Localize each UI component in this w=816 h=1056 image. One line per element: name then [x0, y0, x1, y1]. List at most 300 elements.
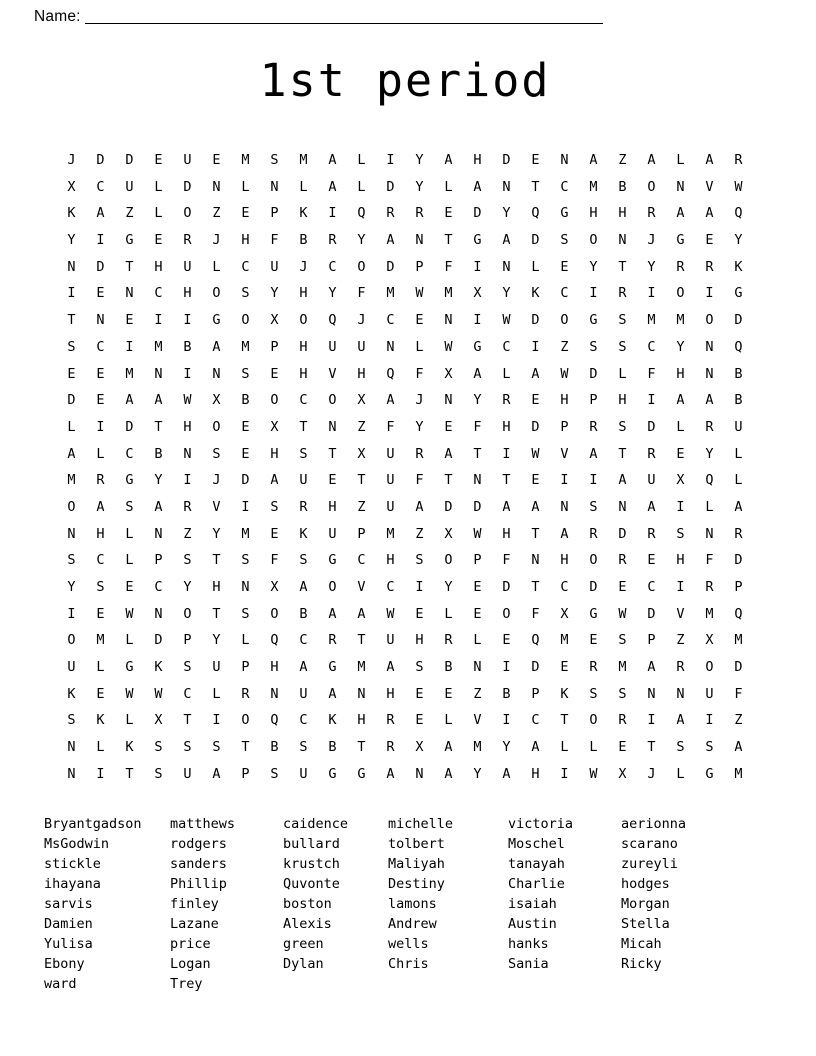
grid-cell: R	[415, 445, 424, 462]
grid-cell: D	[531, 659, 540, 676]
grid-cell: N	[154, 365, 163, 382]
grid-cell: E	[67, 365, 76, 382]
grid-cell: L	[676, 765, 685, 782]
grid-cell: P	[473, 552, 482, 569]
name-label: Name:	[34, 8, 81, 25]
grid-cell: I	[154, 312, 163, 329]
word-list-item: sarvis	[44, 895, 93, 912]
grid-cell: E	[589, 632, 598, 649]
grid-cell: T	[531, 178, 540, 195]
grid-cell: N	[96, 312, 105, 329]
grid-cell: L	[676, 418, 685, 435]
grid-cell: A	[502, 498, 511, 515]
grid-cell: I	[560, 765, 569, 782]
grid-cell: Q	[357, 205, 366, 222]
grid-cell: C	[386, 312, 395, 329]
grid-cell: H	[618, 392, 627, 409]
grid-cell: G	[705, 765, 714, 782]
grid-cell: Q	[734, 338, 743, 355]
grid-row	[57, 467, 753, 494]
grid-cell: N	[618, 498, 627, 515]
grid-cell: E	[125, 312, 134, 329]
word-list-item: lamons	[388, 895, 437, 912]
grid-cell: H	[415, 632, 424, 649]
grid-cell: E	[473, 605, 482, 622]
grid-cell: Z	[676, 632, 685, 649]
grid-cell: Y	[676, 338, 685, 355]
grid-cell: P	[560, 418, 569, 435]
grid-cell: D	[386, 178, 395, 195]
grid-cell: J	[212, 232, 221, 249]
grid-cell: M	[444, 285, 453, 302]
word-list-item: Ebony	[44, 955, 85, 972]
grid-cell: V	[473, 712, 482, 729]
word-list-item: boston	[283, 895, 332, 912]
name-row	[34, 8, 776, 26]
grid-cell: C	[647, 338, 656, 355]
grid-cell: X	[705, 632, 714, 649]
grid-cell: O	[676, 285, 685, 302]
grid-cell: F	[415, 365, 424, 382]
grid-cell: W	[444, 338, 453, 355]
grid-cell: S	[676, 739, 685, 756]
grid-cell: N	[502, 178, 511, 195]
grid-cell: A	[647, 659, 656, 676]
grid-cell: E	[618, 739, 627, 756]
grid-cell: G	[328, 659, 337, 676]
word-list-column	[388, 814, 508, 994]
grid-cell: B	[328, 739, 337, 756]
grid-row	[57, 547, 753, 574]
grid-cell: D	[734, 312, 743, 329]
grid-cell: S	[589, 498, 598, 515]
grid-cell: E	[241, 445, 250, 462]
grid-cell: W	[415, 285, 424, 302]
grid-cell: S	[241, 605, 250, 622]
grid-cell: U	[357, 338, 366, 355]
grid-cell: P	[589, 392, 598, 409]
grid-cell: W	[386, 605, 395, 622]
grid-cell: N	[676, 178, 685, 195]
grid-cell: C	[241, 258, 250, 275]
grid-cell: T	[502, 472, 511, 489]
grid-cell: H	[589, 205, 598, 222]
word-list-column	[508, 814, 621, 994]
grid-row	[57, 441, 753, 468]
grid-cell: A	[328, 152, 337, 168]
grid-cell: M	[96, 632, 105, 649]
grid-cell: A	[386, 765, 395, 782]
grid-cell: I	[560, 472, 569, 489]
grid-cell: I	[125, 338, 134, 355]
grid-cell: Y	[415, 152, 424, 168]
grid-cell: O	[241, 312, 250, 329]
grid-cell: R	[415, 205, 424, 222]
grid-cell: H	[676, 365, 685, 382]
grid-cell: S	[618, 418, 627, 435]
grid-cell: L	[676, 152, 685, 168]
grid-cell: A	[502, 765, 511, 782]
grid-cell: U	[386, 632, 395, 649]
grid-cell: S	[676, 525, 685, 542]
word-list-item: Austin	[508, 915, 557, 932]
grid-cell: L	[734, 472, 743, 489]
grid-cell: A	[299, 579, 308, 595]
grid-cell: I	[705, 285, 714, 302]
grid-cell: A	[734, 739, 743, 756]
grid-row	[57, 361, 753, 388]
grid-cell: G	[676, 232, 685, 249]
grid-cell: Y	[502, 285, 511, 302]
grid-cell: I	[589, 472, 598, 489]
grid-cell: H	[502, 418, 511, 435]
grid-cell: L	[67, 418, 76, 435]
grid-cell: C	[183, 685, 192, 702]
grid-cell: H	[618, 205, 627, 222]
grid-cell: J	[299, 258, 308, 275]
grid-cell: A	[328, 178, 337, 195]
grid-cell: P	[531, 685, 540, 702]
grid-cell: O	[705, 312, 714, 329]
grid-cell: B	[618, 178, 627, 195]
grid-cell: U	[212, 659, 221, 676]
grid-cell: L	[241, 632, 250, 649]
grid-cell: P	[734, 579, 743, 595]
grid-cell: X	[357, 445, 366, 462]
grid-row	[57, 681, 753, 708]
grid-cell: U	[270, 258, 279, 275]
grid-cell: Q	[270, 632, 279, 649]
grid-cell: T	[241, 739, 250, 756]
word-list-item: Quvonte	[283, 875, 340, 892]
grid-cell: O	[647, 178, 656, 195]
grid-cell: F	[705, 552, 714, 569]
grid-cell: M	[357, 659, 366, 676]
grid-cell: Y	[415, 418, 424, 435]
grid-row	[57, 707, 753, 734]
grid-cell: H	[386, 552, 395, 569]
grid-cell: Y	[589, 258, 598, 275]
grid-cell: Q	[531, 632, 540, 649]
word-list-item: bullard	[283, 835, 340, 852]
grid-row	[57, 307, 753, 334]
grid-cell: Z	[212, 205, 221, 222]
grid-cell: T	[357, 739, 366, 756]
grid-cell: K	[560, 685, 569, 702]
grid-row	[57, 414, 753, 441]
grid-cell: E	[96, 285, 105, 302]
grid-cell: I	[473, 312, 482, 329]
grid-cell: R	[183, 498, 192, 515]
grid-cell: Y	[183, 579, 192, 595]
grid-cell: O	[589, 712, 598, 729]
grid-cell: A	[154, 392, 163, 409]
grid-cell: U	[328, 338, 337, 355]
grid-cell: K	[734, 258, 743, 275]
grid-cell: R	[299, 498, 308, 515]
grid-cell: L	[154, 178, 163, 195]
grid-cell: S	[212, 739, 221, 756]
grid-cell: X	[444, 525, 453, 542]
grid-cell: M	[125, 365, 134, 382]
grid-cell: H	[560, 552, 569, 569]
grid-row	[57, 574, 753, 601]
grid-cell: T	[531, 525, 540, 542]
grid-row	[57, 521, 753, 548]
word-list-item: Morgan	[621, 895, 670, 912]
grid-cell: C	[386, 579, 395, 595]
grid-cell: N	[415, 232, 424, 249]
grid-cell: W	[589, 765, 598, 782]
grid-cell: W	[125, 605, 134, 622]
grid-cell: D	[473, 498, 482, 515]
grid-cell: A	[386, 232, 395, 249]
grid-cell: X	[357, 392, 366, 409]
grid-cell: R	[647, 445, 656, 462]
grid-cell: F	[415, 472, 424, 489]
word-list-item: stickle	[44, 855, 101, 872]
grid-row	[57, 494, 753, 521]
grid-cell: M	[67, 472, 76, 489]
grid-cell: S	[415, 552, 424, 569]
word-list-item: isaiah	[508, 895, 557, 912]
grid-cell: Z	[357, 418, 366, 435]
grid-cell: T	[618, 445, 627, 462]
grid-cell: B	[299, 605, 308, 622]
grid-cell: R	[328, 232, 337, 249]
grid-cell: T	[357, 632, 366, 649]
word-list-column	[621, 814, 731, 994]
grid-cell: P	[357, 525, 366, 542]
grid-cell: Q	[734, 205, 743, 222]
grid-cell: X	[154, 712, 163, 729]
grid-cell: N	[357, 685, 366, 702]
grid-cell: X	[676, 472, 685, 489]
grid-cell: I	[183, 472, 192, 489]
word-list-item: aerionna	[621, 815, 687, 832]
word-list	[34, 814, 776, 994]
grid-cell: S	[270, 498, 279, 515]
grid-cell: E	[647, 552, 656, 569]
grid-cell: E	[328, 472, 337, 489]
grid-cell: M	[647, 312, 656, 329]
grid-cell: H	[531, 765, 540, 782]
grid-cell: U	[734, 418, 743, 435]
grid-cell: D	[444, 498, 453, 515]
grid-cell: I	[647, 392, 656, 409]
grid-cell: E	[270, 525, 279, 542]
grid-cell: H	[328, 498, 337, 515]
grid-cell: N	[473, 659, 482, 676]
grid-cell: P	[647, 632, 656, 649]
grid-cell: G	[734, 285, 743, 302]
word-list-item: Trey	[170, 975, 203, 992]
grid-cell: D	[386, 258, 395, 275]
grid-cell: Z	[357, 498, 366, 515]
grid-cell: A	[647, 152, 656, 168]
grid-cell: L	[560, 739, 569, 756]
grid-cell: O	[241, 712, 250, 729]
grid-cell: L	[96, 739, 105, 756]
grid-cell: I	[96, 418, 105, 435]
word-list-item: Chris	[388, 955, 429, 972]
grid-cell: W	[734, 178, 743, 195]
grid-cell: X	[270, 579, 279, 595]
word-list-item: Andrew	[388, 915, 437, 932]
grid-cell: D	[618, 525, 627, 542]
grid-cell: N	[560, 498, 569, 515]
word-list-item: Dylan	[283, 955, 324, 972]
grid-cell: F	[357, 285, 366, 302]
grid-cell: S	[67, 338, 76, 355]
grid-cell: E	[154, 232, 163, 249]
grid-cell: E	[531, 152, 540, 168]
grid-cell: R	[647, 525, 656, 542]
grid-cell: O	[270, 605, 279, 622]
grid-cell: E	[502, 632, 511, 649]
grid-cell: W	[154, 685, 163, 702]
grid-cell: G	[125, 472, 134, 489]
grid-cell: O	[212, 285, 221, 302]
word-list-item: victoria	[508, 815, 574, 832]
grid-cell: A	[444, 739, 453, 756]
grid-cell: W	[618, 605, 627, 622]
grid-cell: L	[734, 445, 743, 462]
grid-cell: A	[531, 365, 540, 382]
grid-cell: D	[502, 152, 511, 168]
grid-cell: T	[154, 418, 163, 435]
grid-cell: Y	[212, 632, 221, 649]
grid-cell: O	[705, 659, 714, 676]
grid-cell: G	[589, 312, 598, 329]
grid-cell: G	[357, 765, 366, 782]
word-list-item: finley	[170, 895, 219, 912]
grid-cell: A	[212, 338, 221, 355]
grid-cell: E	[96, 392, 105, 409]
word-list-item: Lazane	[170, 915, 219, 932]
grid-cell: D	[531, 312, 540, 329]
grid-cell: J	[647, 765, 656, 782]
grid-cell: F	[647, 365, 656, 382]
name-blank-line: _______________________________________________________________	[84, 8, 603, 25]
grid-cell: I	[502, 659, 511, 676]
grid-cell: T	[560, 712, 569, 729]
grid-cell: Z	[415, 525, 424, 542]
grid-cell: B	[502, 685, 511, 702]
grid-cell: F	[531, 605, 540, 622]
grid-cell: M	[386, 525, 395, 542]
grid-cell: D	[96, 152, 105, 168]
grid-cell: S	[96, 579, 105, 595]
grid-cell: T	[125, 258, 134, 275]
grid-cell: R	[618, 552, 627, 569]
grid-cell: D	[96, 258, 105, 275]
grid-cell: X	[560, 605, 569, 622]
grid-row	[57, 280, 753, 307]
grid-cell: R	[705, 258, 714, 275]
grid-cell: X	[444, 365, 453, 382]
word-list-item: ihayana	[44, 875, 101, 892]
grid-cell: Y	[473, 765, 482, 782]
grid-cell: N	[241, 579, 250, 595]
grid-cell: C	[647, 579, 656, 595]
grid-cell: Y	[415, 178, 424, 195]
grid-cell: T	[444, 472, 453, 489]
grid-cell: R	[734, 152, 743, 168]
grid-cell: A	[734, 498, 743, 515]
grid-cell: O	[502, 605, 511, 622]
grid-cell: N	[473, 472, 482, 489]
grid-cell: E	[415, 685, 424, 702]
grid-cell: E	[96, 365, 105, 382]
grid-cell: E	[705, 232, 714, 249]
grid-cell: R	[502, 392, 511, 409]
grid-cell: K	[154, 659, 163, 676]
grid-cell: L	[212, 258, 221, 275]
word-list-column	[44, 814, 170, 994]
grid-cell: T	[299, 418, 308, 435]
grid-cell: A	[589, 445, 598, 462]
grid-cell: G	[125, 659, 134, 676]
grid-cell: L	[705, 498, 714, 515]
word-list-item: MsGodwin	[44, 835, 110, 852]
grid-cell: A	[676, 392, 685, 409]
grid-cell: C	[125, 445, 134, 462]
grid-cell: R	[676, 659, 685, 676]
grid-cell: O	[589, 232, 598, 249]
word-list-item: matthews	[170, 815, 236, 832]
grid-cell: P	[270, 338, 279, 355]
grid-cell: A	[444, 445, 453, 462]
grid-cell: G	[473, 232, 482, 249]
grid-cell: C	[96, 552, 105, 569]
grid-cell: C	[560, 285, 569, 302]
grid-cell: S	[183, 552, 192, 569]
grid-cell: S	[618, 312, 627, 329]
grid-cell: S	[299, 552, 308, 569]
grid-cell: Y	[647, 258, 656, 275]
grid-cell: U	[386, 445, 395, 462]
grid-cell: R	[734, 525, 743, 542]
grid-cell: A	[473, 365, 482, 382]
grid-cell: H	[473, 152, 482, 168]
grid-cell: R	[705, 579, 714, 595]
page-title: 1st period	[259, 54, 551, 107]
grid-cell: N	[560, 152, 569, 168]
grid-cell: Z	[618, 152, 627, 168]
grid-cell: U	[328, 525, 337, 542]
grid-cell: B	[299, 232, 308, 249]
grid-cell: I	[502, 445, 511, 462]
grid-cell: U	[386, 472, 395, 489]
grid-cell: N	[67, 258, 76, 275]
grid-cell: H	[270, 445, 279, 462]
grid-cell: N	[154, 525, 163, 542]
word-list-item: zureyli	[621, 855, 678, 872]
grid-cell: M	[705, 605, 714, 622]
grid-cell: T	[357, 472, 366, 489]
grid-cell: S	[560, 232, 569, 249]
grid-cell: T	[647, 739, 656, 756]
grid-cell: O	[444, 552, 453, 569]
grid-cell: E	[415, 312, 424, 329]
grid-cell: U	[647, 472, 656, 489]
grid-cell: P	[154, 552, 163, 569]
grid-cell: C	[96, 178, 105, 195]
grid-cell: S	[705, 739, 714, 756]
grid-cell: C	[154, 285, 163, 302]
grid-cell: E	[444, 205, 453, 222]
